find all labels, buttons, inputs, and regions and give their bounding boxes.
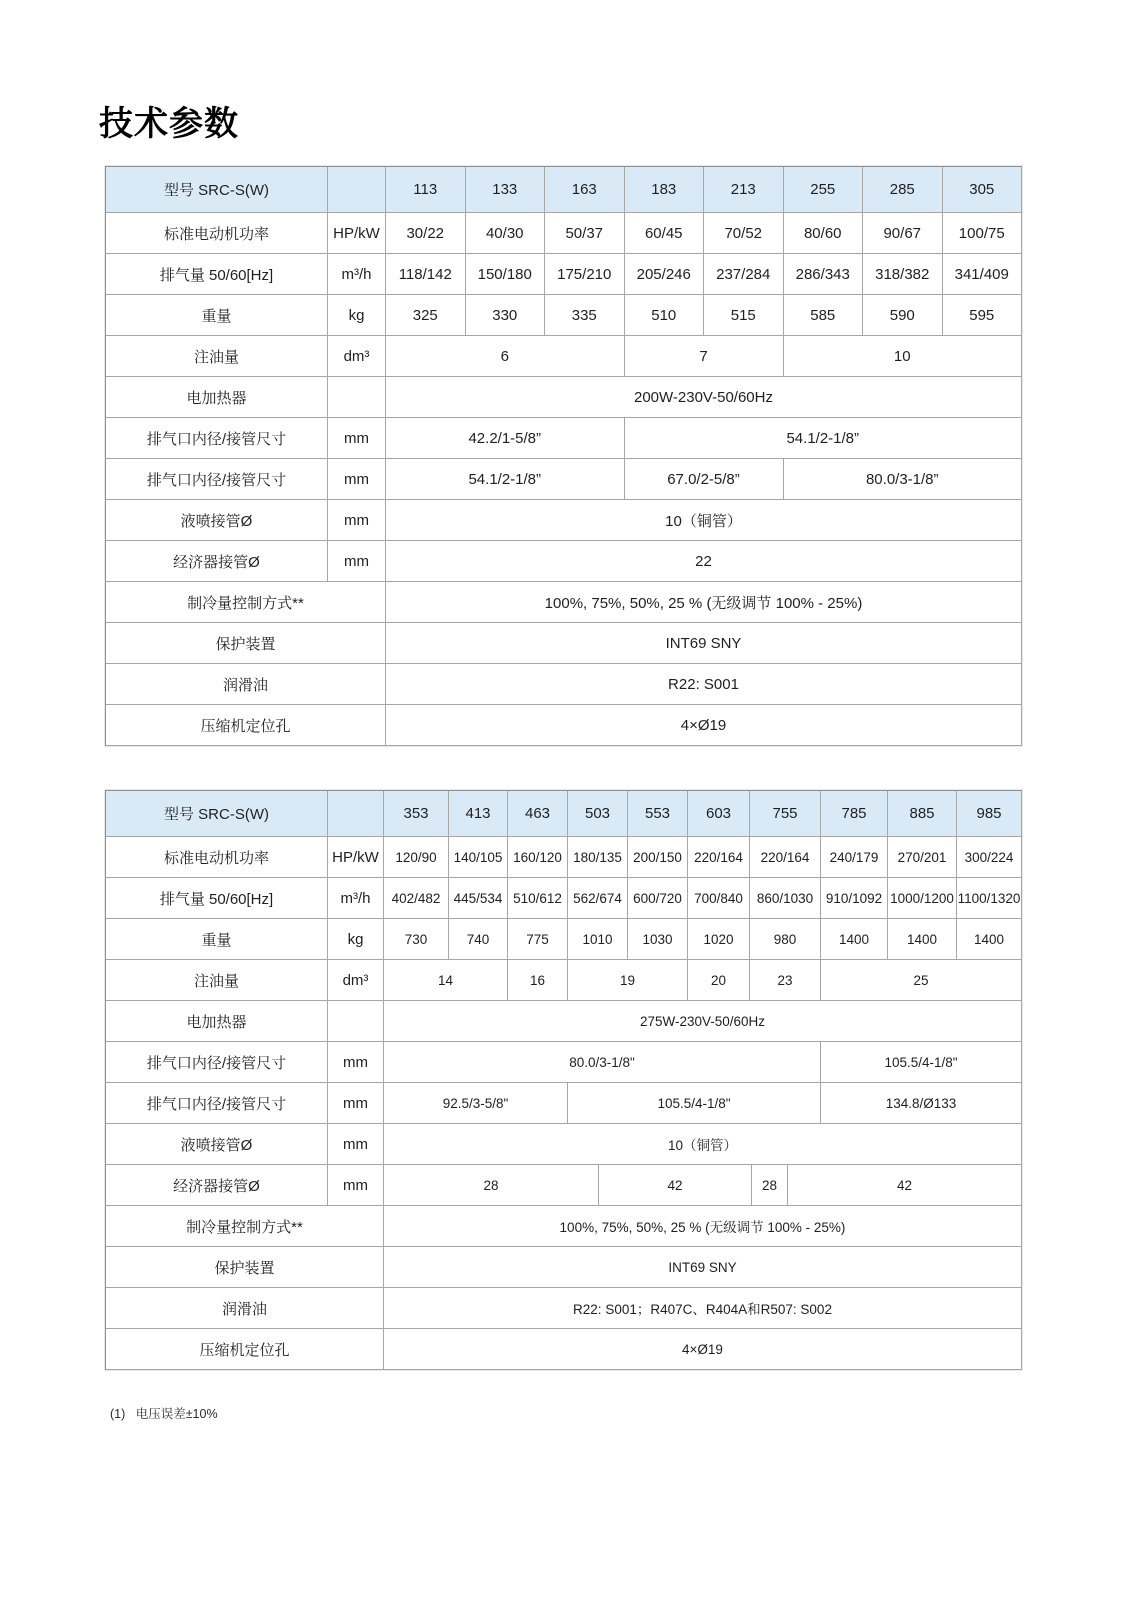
value-cell: 237/284 xyxy=(704,254,784,295)
value-cell: 100%, 75%, 50%, 25 % (无级调节 100% - 25%) xyxy=(384,1206,1022,1247)
value-cell: 585 xyxy=(784,295,864,336)
value-cell: 286/343 xyxy=(784,254,864,295)
model-number-cell: 755 xyxy=(750,791,821,837)
value-cell: 4×Ø19 xyxy=(386,705,1022,746)
value-cell: 25 xyxy=(821,960,1022,1001)
value-cell: 335 xyxy=(545,295,625,336)
model-number-cell: 603 xyxy=(688,791,750,837)
value-cell: 100%, 75%, 50%, 25 % (无级调节 100% - 25%) xyxy=(386,582,1022,623)
row-label: 排气口内径/接管尺寸 xyxy=(106,459,328,500)
value-cell: 510/612 xyxy=(508,878,568,919)
page-title: 技术参数 xyxy=(99,105,239,143)
row-label: 液喷接管Ø xyxy=(106,1124,328,1165)
model-number-cell: 553 xyxy=(628,791,688,837)
value-cell: 22 xyxy=(386,541,1022,582)
table-row xyxy=(106,1288,1022,1329)
value-cell: 40/30 xyxy=(466,213,546,254)
unit-cell xyxy=(328,791,384,837)
value-cell: 1400 xyxy=(957,919,1022,960)
unit-cell xyxy=(328,1001,384,1042)
table-row xyxy=(106,705,1022,746)
unit-cell: HP/kW xyxy=(328,837,384,878)
footnote: (1) 电压误差±10% xyxy=(110,1407,218,1421)
value-cell: 600/720 xyxy=(628,878,688,919)
value-cell: 140/105 xyxy=(449,837,508,878)
value-cell: 595 xyxy=(943,295,1023,336)
value-cell: 275W-230V-50/60Hz xyxy=(384,1001,1022,1042)
value-cell: 120/90 xyxy=(384,837,449,878)
table-row xyxy=(106,1329,1022,1370)
value-cell: 180/135 xyxy=(568,837,628,878)
unit-cell: mm xyxy=(328,1042,384,1083)
model-number-cell: 985 xyxy=(957,791,1022,837)
row-label: 注油量 xyxy=(106,336,328,377)
unit-cell: m³/h xyxy=(328,878,384,919)
row-label: 经济器接管Ø xyxy=(106,541,328,582)
table-row xyxy=(106,1083,1022,1124)
value-cell: 100/75 xyxy=(943,213,1023,254)
value-cell: 30/22 xyxy=(386,213,466,254)
unit-cell: mm xyxy=(328,1124,384,1165)
value-cell: 67.0/2-5/8” xyxy=(625,459,784,500)
unit-cell xyxy=(328,377,386,418)
value-cell: 220/164 xyxy=(750,837,821,878)
table-row xyxy=(106,418,1022,459)
unit-cell: dm³ xyxy=(328,336,386,377)
value-cell: 42 xyxy=(788,1165,1022,1206)
row-label: 注油量 xyxy=(106,960,328,1001)
value-cell: 92.5/3-5/8" xyxy=(384,1083,568,1124)
model-number-cell: 163 xyxy=(545,167,625,213)
unit-cell xyxy=(328,167,386,213)
row-label: 排气量 50/60[Hz] xyxy=(106,878,328,919)
value-cell: 590 xyxy=(863,295,943,336)
value-cell: 90/67 xyxy=(863,213,943,254)
value-cell: 1100/1320 xyxy=(957,878,1022,919)
unit-cell: HP/kW xyxy=(328,213,386,254)
spec-table-1 xyxy=(105,166,1022,746)
row-label: 标准电动机功率 xyxy=(106,213,328,254)
model-number-cell: 305 xyxy=(943,167,1023,213)
value-cell: 134.8/Ø133 xyxy=(821,1083,1022,1124)
row-label: 排气口内径/接管尺寸 xyxy=(106,1042,328,1083)
value-cell: 80/60 xyxy=(784,213,864,254)
value-cell: 4×Ø19 xyxy=(384,1329,1022,1370)
table-row xyxy=(106,459,1022,500)
value-cell: 330 xyxy=(466,295,546,336)
value-cell: 270/201 xyxy=(888,837,957,878)
spec-table-2 xyxy=(105,790,1022,1370)
value-cell: 118/142 xyxy=(386,254,466,295)
value-cell: 19 xyxy=(568,960,688,1001)
value-cell: 240/179 xyxy=(821,837,888,878)
model-number-cell: 885 xyxy=(888,791,957,837)
table-row xyxy=(106,623,1022,664)
value-cell: 160/120 xyxy=(508,837,568,878)
table-row xyxy=(106,1165,1022,1206)
unit-cell: mm xyxy=(328,1083,384,1124)
value-cell: 1400 xyxy=(888,919,957,960)
value-cell: 16 xyxy=(508,960,568,1001)
table-header-row xyxy=(106,167,1022,213)
row-label: 保护装置 xyxy=(106,1247,384,1288)
value-cell: 7 xyxy=(625,336,784,377)
row-label: 电加热器 xyxy=(106,1001,328,1042)
value-cell: 910/1092 xyxy=(821,878,888,919)
unit-cell: kg xyxy=(328,295,386,336)
value-cell: 23 xyxy=(750,960,821,1001)
table-row xyxy=(106,1247,1022,1288)
row-label: 压缩机定位孔 xyxy=(106,1329,384,1370)
table-row xyxy=(106,1001,1022,1042)
value-cell: 175/210 xyxy=(545,254,625,295)
value-cell: 80.0/3-1/8" xyxy=(384,1042,821,1083)
unit-cell: mm xyxy=(328,459,386,500)
row-label: 重量 xyxy=(106,919,328,960)
value-cell: INT69 SNY xyxy=(384,1247,1022,1288)
table-row xyxy=(106,541,1022,582)
value-cell: 14 xyxy=(384,960,508,1001)
value-cell: 54.1/2-1/8” xyxy=(386,459,625,500)
value-cell: 205/246 xyxy=(625,254,705,295)
value-cell: 445/534 xyxy=(449,878,508,919)
table-row xyxy=(106,837,1022,878)
table-row xyxy=(106,295,1022,336)
value-cell: 10（铜管） xyxy=(386,500,1022,541)
table-row xyxy=(106,336,1022,377)
row-label: 排气口内径/接管尺寸 xyxy=(106,418,328,459)
value-cell: 60/45 xyxy=(625,213,705,254)
value-cell: 220/164 xyxy=(688,837,750,878)
value-cell: 200W-230V-50/60Hz xyxy=(386,377,1022,418)
table-row xyxy=(106,500,1022,541)
value-cell: 775 xyxy=(508,919,568,960)
row-label: 排气量 50/60[Hz] xyxy=(106,254,328,295)
unit-cell: kg xyxy=(328,919,384,960)
row-label: 保护装置 xyxy=(106,623,386,664)
model-number-cell: 463 xyxy=(508,791,568,837)
table-row xyxy=(106,582,1022,623)
table-header-row xyxy=(106,791,1022,837)
table-row xyxy=(106,377,1022,418)
value-cell: INT69 SNY xyxy=(386,623,1022,664)
value-cell: 54.1/2-1/8” xyxy=(625,418,1023,459)
value-cell: 318/382 xyxy=(863,254,943,295)
row-label: 润滑油 xyxy=(106,664,386,705)
value-cell: 510 xyxy=(625,295,705,336)
value-cell: 730 xyxy=(384,919,449,960)
value-cell: 1010 xyxy=(568,919,628,960)
table-row xyxy=(106,213,1022,254)
row-label: 液喷接管Ø xyxy=(106,500,328,541)
row-label: 电加热器 xyxy=(106,377,328,418)
row-label: 标准电动机功率 xyxy=(106,837,328,878)
unit-cell: m³/h xyxy=(328,254,386,295)
model-number-cell: 413 xyxy=(449,791,508,837)
model-number-cell: 213 xyxy=(704,167,784,213)
value-cell: 20 xyxy=(688,960,750,1001)
value-cell: 1400 xyxy=(821,919,888,960)
value-cell: R22: S001；R407C、R404A和R507: S002 xyxy=(384,1288,1022,1329)
row-label: 经济器接管Ø xyxy=(106,1165,328,1206)
value-cell: 1020 xyxy=(688,919,750,960)
value-cell: 28 xyxy=(384,1165,599,1206)
row-label: 润滑油 xyxy=(106,1288,384,1329)
unit-cell: mm xyxy=(328,500,386,541)
table-row xyxy=(106,878,1022,919)
unit-cell: mm xyxy=(328,1165,384,1206)
table-row xyxy=(106,664,1022,705)
value-cell: 105.5/4-1/8" xyxy=(568,1083,821,1124)
value-cell: 70/52 xyxy=(704,213,784,254)
value-cell: 10 xyxy=(784,336,1023,377)
value-cell: 42 xyxy=(599,1165,752,1206)
value-cell: 10（铜管） xyxy=(384,1124,1022,1165)
unit-cell: mm xyxy=(328,418,386,459)
table-row xyxy=(106,960,1022,1001)
value-cell: 42.2/1-5/8” xyxy=(386,418,625,459)
model-number-cell: 183 xyxy=(625,167,705,213)
value-cell: 1030 xyxy=(628,919,688,960)
table-row xyxy=(106,1124,1022,1165)
table-row xyxy=(106,254,1022,295)
value-cell: 80.0/3-1/8” xyxy=(784,459,1023,500)
value-cell: R22: S001 xyxy=(386,664,1022,705)
model-number-cell: 255 xyxy=(784,167,864,213)
value-cell: 105.5/4-1/8" xyxy=(821,1042,1022,1083)
row-label: 制冷量控制方式** xyxy=(106,1206,384,1247)
value-cell: 562/674 xyxy=(568,878,628,919)
row-label: 排气口内径/接管尺寸 xyxy=(106,1083,328,1124)
row-label: 型号 SRC-S(W) xyxy=(106,791,328,837)
table-row xyxy=(106,1042,1022,1083)
value-cell: 700/840 xyxy=(688,878,750,919)
unit-cell: mm xyxy=(328,541,386,582)
value-cell: 515 xyxy=(704,295,784,336)
row-label: 型号 SRC-S(W) xyxy=(106,167,328,213)
model-number-cell: 285 xyxy=(863,167,943,213)
value-cell: 740 xyxy=(449,919,508,960)
table-row xyxy=(106,919,1022,960)
model-number-cell: 353 xyxy=(384,791,449,837)
value-cell: 860/1030 xyxy=(750,878,821,919)
value-cell: 1000/1200 xyxy=(888,878,957,919)
value-cell: 980 xyxy=(750,919,821,960)
model-number-cell: 785 xyxy=(821,791,888,837)
row-label: 制冷量控制方式** xyxy=(106,582,386,623)
value-cell: 6 xyxy=(386,336,625,377)
value-cell: 28 xyxy=(752,1165,788,1206)
value-cell: 402/482 xyxy=(384,878,449,919)
value-cell: 150/180 xyxy=(466,254,546,295)
row-label: 重量 xyxy=(106,295,328,336)
value-cell: 200/150 xyxy=(628,837,688,878)
value-cell: 50/37 xyxy=(545,213,625,254)
model-number-cell: 503 xyxy=(568,791,628,837)
model-number-cell: 113 xyxy=(386,167,466,213)
value-cell: 325 xyxy=(386,295,466,336)
value-cell: 341/409 xyxy=(943,254,1023,295)
model-number-cell: 133 xyxy=(466,167,546,213)
value-cell: 300/224 xyxy=(957,837,1022,878)
row-label: 压缩机定位孔 xyxy=(106,705,386,746)
unit-cell: dm³ xyxy=(328,960,384,1001)
table-row xyxy=(106,1206,1022,1247)
